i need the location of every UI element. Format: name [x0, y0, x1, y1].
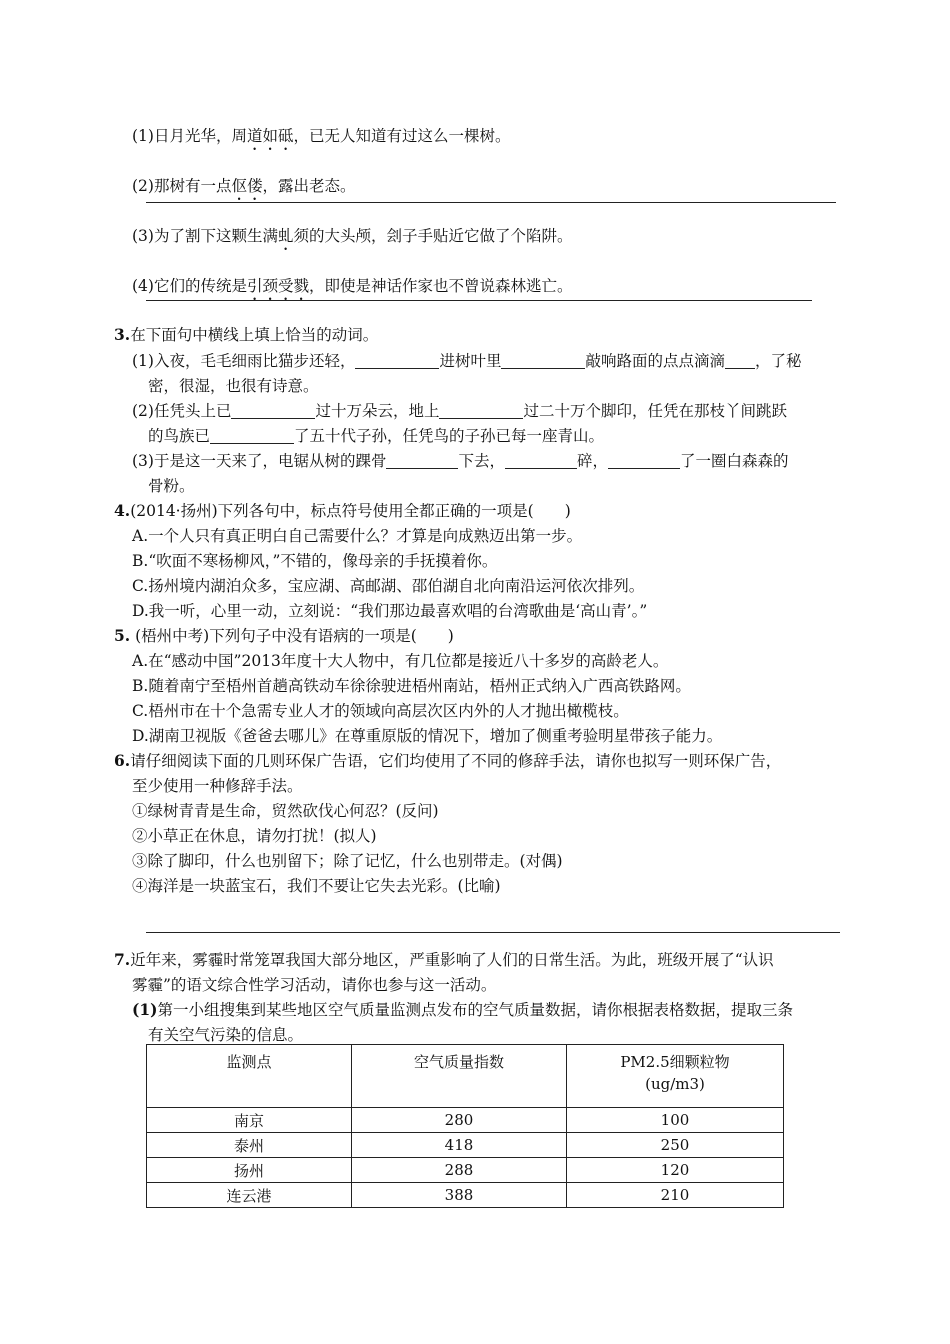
q6-slogan-1: ①绿树青青是生命，贸然砍伐心何忍？(反问)	[132, 802, 439, 820]
answer-line[interactable]	[146, 300, 812, 301]
q6-stem-cont: 至少使用一种修辞手法。	[132, 777, 303, 795]
q6-stem: 6.请仔细阅读下面的几则环保广告语，它们均使用了不同的修辞手法，请你也拟写一则环保广告，	[114, 751, 782, 770]
fill-blank[interactable]	[386, 452, 458, 469]
table-row: 连云港 388 210	[147, 1183, 784, 1208]
q5-option-d[interactable]: D.湖南卫视版《爸爸去哪儿》在尊重原版的情况下，增加了侧重考验明星带孩子能力。	[132, 727, 723, 745]
air-quality-table	[146, 1044, 784, 1208]
q3-sentence-1: (1)入夜，毛毛细雨比猫步还轻， 进树叶里 敲响路面的点点滴滴 ，了秘	[132, 352, 802, 370]
fill-blank[interactable]	[501, 352, 585, 369]
q5-option-b[interactable]: B.随着南宁至梧州首趟高铁动车徐徐驶进梧州南站，梧州正式纳入广西高铁路网。	[132, 677, 691, 695]
prev-item-2: (2)那树有一点伛偻，露出老态。	[132, 177, 356, 195]
q4-stem: 4.(2014·扬州)下列各句中，标点符号使用全都正确的一项是( )	[114, 501, 571, 520]
fill-blank[interactable]	[439, 402, 523, 419]
q3-sentence-3-cont: 骨粉。	[148, 477, 195, 495]
q4-option-d[interactable]: D.我一听，心里一动，立刻说：“我们那边最喜欢唱的台湾歌曲是‘高山青’。”	[132, 602, 648, 620]
fill-blank[interactable]	[210, 427, 294, 444]
q7-sub1: (1)第一小组搜集到某些地区空气质量监测点发布的空气质量数据，请你根据表格数据，提取三条	[132, 1000, 793, 1019]
q6-slogan-3: ③除了脚印，什么也别留下；除了记忆，什么也别带走。(对偶)	[132, 852, 563, 870]
table-header-row	[147, 1045, 784, 1108]
q5-option-a[interactable]: A.在“感动中国”2013年度十大人物中，有几位都是接近八十多岁的高龄老人。	[132, 652, 669, 670]
header-aqi: 空气质量指数	[352, 1045, 567, 1108]
fill-blank[interactable]	[725, 352, 755, 369]
q5-stem: 5. (梧州中考)下列句子中没有语病的一项是( )	[114, 626, 454, 645]
table-row: 扬州 288 120	[147, 1158, 784, 1183]
q5-option-c[interactable]: C.梧州市在十个急需专业人才的领域向高层次区内外的人才抛出橄榄枝。	[132, 702, 629, 720]
q4-option-a[interactable]: A.一个人只有真正明白自己需要什么？才算是向成熟迈出第一步。	[132, 527, 583, 545]
q7-stem: 7.近年来，雾霾时常笼罩我国大部分地区，严重影响了人们的日常生活。为此，班级开展了“认识	[114, 950, 774, 969]
q6-slogan-4: ④海洋是一块蓝宝石，我们不要让它失去光彩。(比喻)	[132, 877, 501, 895]
prev-item-1: (1)日月光华，周道如砥，已无人知道有过这么一棵树。	[132, 127, 511, 145]
header-pm25: PM2.5细颗粒物 (ug/m3)	[567, 1045, 784, 1108]
q7-sub1-cont: 有关空气污染的信息。	[148, 1026, 304, 1044]
fill-blank[interactable]	[505, 452, 577, 469]
q3-sentence-2-cont: 的鸟族已 了五十代子孙，任凭鸟的子孙已每一座青山。	[148, 427, 605, 445]
q3-sentence-1-cont: 密，很湿，也很有诗意。	[148, 377, 319, 395]
q4-option-c[interactable]: C.扬州境内湖泊众多，宝应湖、高邮湖、邵伯湖自北向南沿运河依次排列。	[132, 577, 645, 595]
prev-item-4: (4)它们的传统是引颈受戮，即使是神话作家也不曾说森林逃亡。	[132, 277, 573, 295]
answer-line[interactable]	[146, 202, 836, 203]
q3-stem: 3.在下面句中横线上填上恰当的动词。	[114, 325, 379, 344]
q3-sentence-3: (3)于是这一天来了，电锯从树的踝骨 下去， 碎， 了一圈白森森的	[132, 452, 789, 470]
fill-blank[interactable]	[231, 402, 315, 419]
table-row: 南京 280 100	[147, 1108, 784, 1133]
fill-blank[interactable]	[608, 452, 680, 469]
prev-item-3: (3)为了割下这颗生满虬须的大头颅，刽子手贴近它做了个陷阱。	[132, 227, 573, 245]
answer-line[interactable]	[146, 932, 840, 933]
q7-stem-cont: 雾霾”的语文综合性学习活动，请你也参与这一活动。	[132, 976, 497, 994]
q4-option-b[interactable]: B.“吹面不寒杨柳风，”不错的，像母亲的手抚摸着你。	[132, 552, 498, 570]
q6-slogan-2: ②小草正在休息，请勿打扰！(拟人)	[132, 827, 377, 845]
table-row: 泰州 418 250	[147, 1133, 784, 1158]
q3-sentence-2: (2)任凭头上已 过十万朵云，地上 过二十万个脚印，任凭在那枝丫间跳跃	[132, 402, 787, 420]
fill-blank[interactable]	[355, 352, 439, 369]
header-site: 监测点	[147, 1045, 352, 1108]
